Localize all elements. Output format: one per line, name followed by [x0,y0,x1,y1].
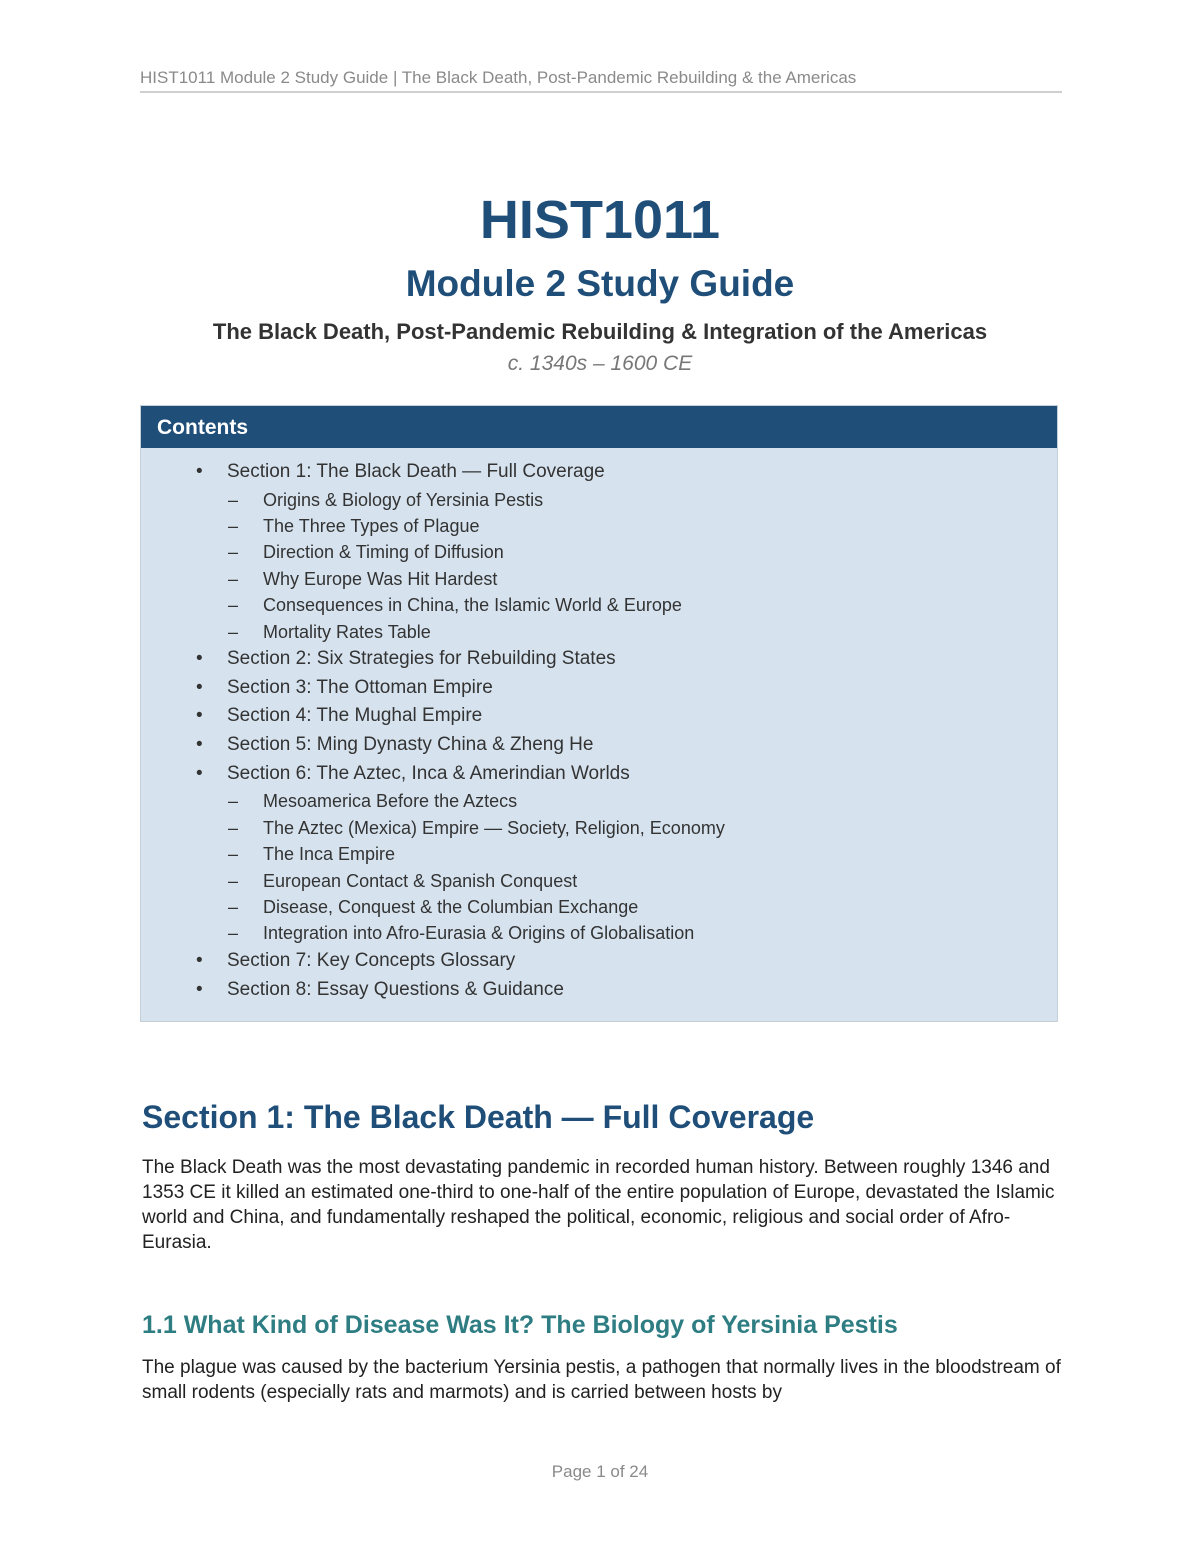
bullet-marker: • [196,949,203,971]
dash-marker: – [228,489,239,510]
toc-item-label: Direction & Timing of Diffusion [263,542,504,563]
toc-subitem[interactable] [141,844,1057,870]
toc-item[interactable] [141,705,1057,734]
toc-item-label: The Inca Empire [263,844,396,865]
toc-item-label: Section 4: The Mughal Empire [227,705,483,727]
guide-subtitle: The Black Death, Post-Pandemic Rebuilding & Integration of the Americas [212,319,988,344]
toc-subitem[interactable] [141,791,1057,817]
toc-subitem[interactable] [141,923,1057,949]
toc-subitem[interactable] [141,897,1057,923]
toc-item-label: Section 7: Key Concepts Glossary [227,949,516,971]
toc-item[interactable] [141,950,1057,979]
bullet-marker: • [196,461,203,482]
bullet-marker: • [196,978,203,1000]
section-heading: Section 1: The Black Death — Full Coverage [142,1099,815,1135]
toc-item[interactable] [141,677,1057,706]
toc-subitem[interactable] [141,818,1057,844]
toc-item-label: The Aztec (Mexica) Empire — Society, Religion, Economy [263,817,725,838]
table-of-contents [140,405,1058,1022]
toc-item-label: European Contact & Spanish Conquest [263,870,578,891]
toc-item-label: Section 2: Six Strategies for Rebuilding States [227,648,616,670]
dash-marker: – [228,568,239,589]
date-range: c. 1340s – 1600 CE [507,352,693,375]
toc-subitem[interactable] [141,569,1057,595]
toc-item-label: Section 6: The Aztec, Inca & Amerindian Worlds [227,762,630,784]
toc-item-label: Section 3: The Ottoman Empire [227,676,493,698]
dash-marker: – [228,516,239,537]
dash-marker: – [228,595,239,616]
bullet-marker: • [196,705,203,727]
toc-item[interactable] [141,734,1057,763]
toc-item-label: The Three Types of Plague [263,516,480,537]
toc-heading: Contents [141,406,1057,448]
toc-subitem[interactable] [141,490,1057,516]
dash-marker: – [228,791,239,812]
toc-item-label: Integration into Afro-Eurasia & Origins of Globalisation [263,923,695,944]
toc-item-label: Mortality Rates Table [263,621,431,642]
toc-item-label: Section 8: Essay Questions & Guidance [227,978,564,1000]
toc-item-label: Mesoamerica Before the Aztecs [263,791,518,812]
toc-list [141,461,1057,1007]
toc-item[interactable] [141,763,1057,792]
toc-subitem[interactable] [141,871,1057,897]
toc-item[interactable] [141,979,1057,1008]
running-header: HIST1011 Module 2 Study Guide | The Black Death, Post-Pandemic Rebuilding & the Americas [140,68,1062,93]
page-number: Page 1 of 24 [551,1462,649,1481]
bullet-marker: • [196,676,203,698]
bullet-marker: • [196,762,203,784]
guide-title: Module 2 Study Guide [405,263,795,304]
toc-item-label: Section 5: Ming Dynasty China & Zheng He [227,734,594,756]
section-intro-paragraph: The Black Death was the most devastating pandemic in recorded human history. Between roughly 1346 and 1353 CE it killed an estimated one-third to one-half of the entire population of Europe, devastated the Islamic world and China, and fundamentally reshaped the political, economic, religious and social order of Afro-Eurasia. [142,1157,1055,1253]
subsection-heading: 1.1 What Kind of Disease Was It? The Biology of Yersinia Pestis [142,1311,898,1339]
course-code: HIST1011 [479,190,721,250]
dash-marker: – [228,923,239,944]
toc-item-label: Origins & Biology of Yersinia Pestis [263,489,544,510]
dash-marker: – [228,542,239,563]
dash-marker: – [228,870,239,891]
dash-marker: – [228,817,239,838]
toc-item-label: Consequences in China, the Islamic World & Europe [263,595,682,616]
toc-item[interactable] [141,648,1057,677]
bullet-marker: • [196,648,203,670]
toc-item-label: Why Europe Was Hit Hardest [263,568,498,589]
toc-subitem[interactable] [141,595,1057,621]
toc-item-label: Section 1: The Black Death — Full Coverage [227,461,605,482]
title-block [0,188,1200,378]
toc-subitem[interactable] [141,516,1057,542]
dash-marker: – [228,621,239,642]
bullet-marker: • [196,734,203,756]
toc-item-label: Disease, Conquest & the Columbian Exchange [263,897,639,918]
dash-marker: – [228,897,239,918]
toc-subitem[interactable] [141,542,1057,568]
toc-item[interactable] [141,461,1057,490]
toc-subitem[interactable] [141,622,1057,648]
dash-marker: – [228,844,239,865]
subsection-paragraph: The plague was caused by the bacterium Yersinia pestis, a pathogen that normally lives in the bloodstream of small rodents (especially rats and marmots) and is carried between hosts by [142,1357,1061,1403]
